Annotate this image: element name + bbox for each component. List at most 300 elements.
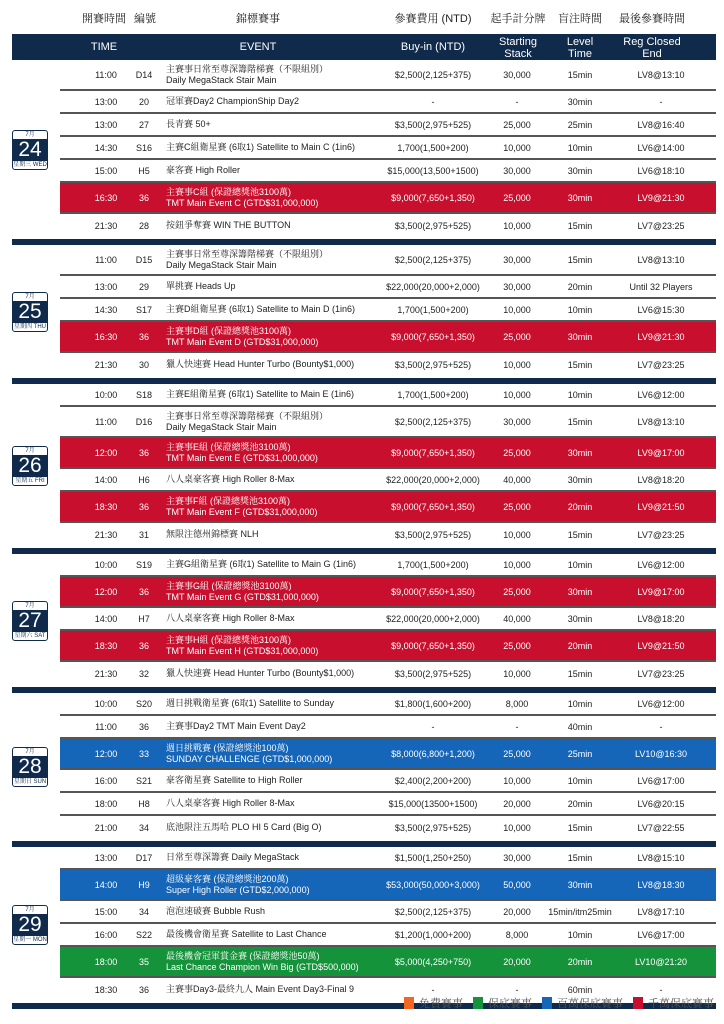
event-title: 單挑賽 Heads Up xyxy=(166,281,236,291)
event-title: 主賽事日常至尊深籌階梯賽（不限組別） xyxy=(166,63,329,74)
cell-time: 14:30 xyxy=(94,304,118,315)
cell-event xyxy=(166,721,306,732)
cell-stack: 25,000 xyxy=(503,331,531,342)
date-badge xyxy=(12,130,48,170)
cell-reg: LV6@12:00 xyxy=(637,559,685,570)
cell-level: 10min xyxy=(567,929,593,940)
cell-code: H5 xyxy=(138,165,150,176)
cell-time: 16:30 xyxy=(94,331,118,342)
badge-day: 27 xyxy=(13,610,47,632)
legend-swatch xyxy=(542,997,552,1009)
day-section-26 xyxy=(12,384,716,554)
cell-event xyxy=(166,474,295,485)
event-subtitle: TMT Main Event C (GTD$31,000,000) xyxy=(166,197,319,208)
table-row[interactable] xyxy=(60,469,716,492)
cell-buyin: $53,000(50,000+3,000) xyxy=(386,879,480,890)
cell-code: 36 xyxy=(138,586,149,597)
legend-swatch xyxy=(633,997,643,1009)
event-title: 最後機會衛星賽 Satellite to Last Chance xyxy=(166,929,327,939)
badge-weekday: 星期五 FRI xyxy=(15,478,45,484)
cell-code: 20 xyxy=(138,96,149,107)
event-title: 按鈕爭奪賽 WIN THE BUTTON xyxy=(166,220,291,230)
cell-stack: 30,000 xyxy=(503,254,531,265)
cell-code: 36 xyxy=(138,331,149,342)
cell-code: 35 xyxy=(138,956,149,967)
cell-event xyxy=(166,775,303,786)
table-row[interactable] xyxy=(60,716,716,739)
day-section-25 xyxy=(12,245,716,384)
date-badge xyxy=(12,905,48,945)
header-code-zh: 編號 xyxy=(134,13,156,25)
day-section-28 xyxy=(12,693,716,847)
event-title: 主賽D組衛星賽 (6取1) Satellite to Main D (1in6) xyxy=(166,304,356,314)
cell-stack: 40,000 xyxy=(503,613,531,624)
event-title: 主賽事Day3-最終九人 Main Event Day3-Final 9 xyxy=(166,984,355,994)
cell-stack: 50,000 xyxy=(503,879,531,890)
cell-code: 36 xyxy=(138,640,149,651)
day-section-27 xyxy=(12,554,716,693)
cell-reg: LV9@17:00 xyxy=(637,586,685,597)
table-row[interactable] xyxy=(60,693,716,716)
cell-buyin: $2,500(2,125+375) xyxy=(394,254,472,265)
table-row[interactable] xyxy=(60,299,716,322)
cell-time: 16:30 xyxy=(94,192,118,203)
badge-weekday: 星期四 THU xyxy=(14,323,46,330)
cell-stack: 20,000 xyxy=(503,906,531,917)
event-subtitle: TMT Main Event H (GTD$31,000,000) xyxy=(166,645,319,656)
table-row[interactable] xyxy=(60,793,716,816)
header-buyin-zh: 參賽費用 (NTD) xyxy=(394,13,472,25)
event-title: 獵人快速賽 Head Hunter Turbo (Bounty$1,000) xyxy=(166,668,355,678)
event-title: 八人桌豪客賽 High Roller 8-Max xyxy=(166,613,295,623)
event-title: 主賽事日常至尊深籌階梯賽（不限組別） xyxy=(166,248,329,259)
cell-time: 16:00 xyxy=(94,929,118,940)
event-subtitle: TMT Main Event D (GTD$31,000,000) xyxy=(166,336,319,347)
cell-buyin: $9,000(7,650+1,350) xyxy=(391,192,475,203)
table-row[interactable] xyxy=(60,631,716,662)
table-row[interactable] xyxy=(60,577,716,608)
cell-stack: 25,000 xyxy=(503,119,531,130)
cell-buyin: $15,000(13,500+1500) xyxy=(387,165,479,176)
cell-level: 25min xyxy=(567,119,593,130)
cell-reg: LV8@15:10 xyxy=(637,852,685,863)
cell-buyin: 1,700(1,500+200) xyxy=(397,389,469,400)
header-buyin-en: Buy-in (NTD) xyxy=(400,41,466,53)
cell-buyin: $9,000(7,650+1,350) xyxy=(391,640,475,651)
cell-level: 30min xyxy=(567,474,593,485)
header-reg-zh: 最後參賽時間 xyxy=(619,13,685,25)
event-subtitle: TMT Main Event E (GTD$31,000,000) xyxy=(166,452,318,463)
cell-buyin: 1,700(1,500+200) xyxy=(397,559,469,570)
cell-buyin: - xyxy=(431,96,435,107)
table-row[interactable] xyxy=(60,662,716,685)
legend-swatch xyxy=(473,997,483,1009)
cell-stack: - xyxy=(515,984,519,995)
cell-time: 14:30 xyxy=(94,142,118,153)
cell-stack: 10,000 xyxy=(503,359,531,370)
cell-time: 18:00 xyxy=(94,798,118,809)
cell-buyin: - xyxy=(431,984,435,995)
table-row[interactable] xyxy=(60,770,716,793)
cell-code: 34 xyxy=(138,822,149,833)
cell-level: 15min xyxy=(567,220,593,231)
cell-buyin: $15,000(13500+1500) xyxy=(388,798,478,809)
cell-time: 15:00 xyxy=(94,906,118,917)
badge-day: 28 xyxy=(13,756,47,778)
badge-weekday: 星期日 SUN xyxy=(13,779,47,785)
cell-event xyxy=(166,96,299,107)
cell-time: 14:00 xyxy=(94,613,118,624)
badge-day: 29 xyxy=(13,914,47,936)
cell-event xyxy=(166,220,291,231)
day-section-24 xyxy=(12,60,716,245)
cell-event xyxy=(166,743,332,765)
cell-stack: 8,000 xyxy=(505,698,529,709)
cell-stack: 30,000 xyxy=(503,416,531,427)
cell-stack: 30,000 xyxy=(503,281,531,292)
cell-time: 13:00 xyxy=(94,96,118,107)
legend-item xyxy=(404,995,463,1011)
cell-event xyxy=(166,951,359,973)
event-title: 最後機會冠軍賞金賽 (保證總獎池50萬) xyxy=(166,950,320,961)
cell-buyin: $9,000(7,650+1,350) xyxy=(391,586,475,597)
badge-month: 7月 xyxy=(25,293,35,300)
table-row[interactable] xyxy=(60,739,716,770)
badge-day: 26 xyxy=(13,455,47,477)
cell-level: 15min xyxy=(567,254,593,265)
cell-time: 13:00 xyxy=(94,281,118,292)
table-row[interactable] xyxy=(60,245,716,276)
event-title: 底池限注五馬哈 PLO HI 5 Card (Big O) xyxy=(166,822,322,832)
cell-time: 18:30 xyxy=(94,984,118,995)
event-subtitle: Daily MegaStack Stair Main xyxy=(166,74,277,85)
cell-buyin: $1,800(1,600+200) xyxy=(394,698,472,709)
cell-time: 21:00 xyxy=(94,822,118,833)
cell-level: 15min xyxy=(567,359,593,370)
cell-stack: 10,000 xyxy=(503,668,531,679)
cell-level: 15min xyxy=(567,822,593,833)
table-row[interactable] xyxy=(60,183,716,214)
cell-reg: LV6@12:00 xyxy=(637,389,685,400)
badge-weekday: 星期三 WED xyxy=(13,161,47,168)
cell-code: S20 xyxy=(135,698,152,709)
cell-event xyxy=(166,411,328,433)
table-row[interactable] xyxy=(60,60,716,91)
cell-code: H9 xyxy=(138,879,150,890)
cell-level: 30min xyxy=(567,879,593,890)
table-row[interactable] xyxy=(60,947,716,978)
cell-code: S18 xyxy=(135,389,152,400)
table-row[interactable] xyxy=(60,214,716,237)
cell-buyin: $3,500(2,975+525) xyxy=(394,359,472,370)
event-title: 主賽事G組 (保證總獎池3100萬) xyxy=(166,580,292,591)
cell-reg: LV7@23:25 xyxy=(637,220,685,231)
cell-level: 20min xyxy=(567,281,593,292)
cell-event xyxy=(166,613,295,624)
cell-reg: LV6@15:30 xyxy=(637,304,685,315)
table-row[interactable] xyxy=(60,91,716,114)
cell-event xyxy=(166,359,354,370)
cell-code: S21 xyxy=(135,775,152,786)
cell-buyin: $2,500(2,125+375) xyxy=(394,69,472,80)
cell-event xyxy=(166,559,356,570)
cell-code: 34 xyxy=(138,906,149,917)
table-row[interactable] xyxy=(60,407,716,438)
cell-reg: LV9@21:50 xyxy=(637,640,685,651)
cell-reg: LV6@17:00 xyxy=(637,929,685,940)
cell-time: 18:30 xyxy=(94,640,118,651)
cell-time: 14:00 xyxy=(94,879,118,890)
cell-buyin: $5,000(4,250+750) xyxy=(394,956,472,967)
cell-stack: 10,000 xyxy=(503,559,531,570)
cell-reg: LV7@23:25 xyxy=(637,359,685,370)
header-reg-en: Reg Closed End xyxy=(623,36,681,60)
cell-time: 13:00 xyxy=(94,119,118,130)
cell-time: 11:00 xyxy=(95,254,117,265)
table-row[interactable] xyxy=(60,137,716,160)
cell-event xyxy=(166,326,318,348)
table-row[interactable] xyxy=(60,816,716,839)
table-row[interactable] xyxy=(60,924,716,947)
badge-month: 7月 xyxy=(25,131,35,138)
cell-time: 11:00 xyxy=(95,69,117,80)
table-row[interactable] xyxy=(60,160,716,183)
cell-reg: LV8@18:20 xyxy=(637,613,685,624)
event-title: 八人桌豪客賽 High Roller 8-Max xyxy=(166,474,295,484)
table-row[interactable] xyxy=(60,353,716,376)
cell-time: 12:00 xyxy=(94,447,118,458)
cell-level: 30min xyxy=(567,447,593,458)
cell-code: 29 xyxy=(138,281,149,292)
cell-buyin: $22,000(20,000+2,000) xyxy=(386,281,480,292)
cell-event xyxy=(166,698,334,709)
legend-label: 百萬保底賽事 xyxy=(557,998,623,1010)
header-level-zh: 盲注時間 xyxy=(558,13,602,25)
event-title: 主賽事D組 (保證總獎池3100萬) xyxy=(166,325,292,336)
cell-reg: LV8@17:10 xyxy=(637,906,685,917)
cell-level: 15min/itm25min xyxy=(548,906,612,917)
cell-level: 15min xyxy=(567,416,593,427)
cell-time: 21:30 xyxy=(94,668,118,679)
cell-level: 15min xyxy=(567,668,593,679)
event-title: 長青賽 50+ xyxy=(166,119,211,129)
cell-stack: - xyxy=(515,721,519,732)
cell-time: 13:00 xyxy=(94,852,118,863)
cell-event xyxy=(166,529,259,540)
cell-level: 30min xyxy=(567,192,593,203)
cell-reg: LV8@18:30 xyxy=(637,879,685,890)
cell-time: 12:00 xyxy=(94,748,118,759)
cell-event xyxy=(166,984,354,995)
table-row[interactable] xyxy=(60,438,716,469)
event-title: 豪客賽 High Roller xyxy=(166,165,241,175)
cell-code: S17 xyxy=(135,304,152,315)
cell-level: 15min xyxy=(567,69,593,80)
cell-level: 20min xyxy=(567,956,593,967)
event-title: 超級豪客賽 (保證總獎池200萬) xyxy=(166,873,289,884)
cell-buyin: $3,500(2,975+525) xyxy=(394,220,472,231)
badge-month: 7月 xyxy=(25,749,35,755)
cell-event xyxy=(166,442,318,464)
cell-code: D17 xyxy=(135,852,153,863)
cell-event xyxy=(166,165,240,176)
cell-event xyxy=(166,281,236,292)
cell-reg: LV9@21:30 xyxy=(637,192,685,203)
table-row[interactable] xyxy=(60,322,716,353)
cell-buyin: $3,500(2,975+525) xyxy=(394,822,472,833)
cell-code: H6 xyxy=(138,474,150,485)
table-row[interactable] xyxy=(60,847,716,870)
cell-event xyxy=(166,798,295,809)
cell-reg: Until 32 Players xyxy=(629,281,693,292)
badge-month: 7月 xyxy=(25,907,35,913)
cell-time: 10:00 xyxy=(94,559,118,570)
event-title: 主賽事Day2 TMT Main Event Day2 xyxy=(166,721,306,731)
cell-reg: LV9@21:30 xyxy=(637,331,685,342)
cell-level: 15min xyxy=(567,852,593,863)
table-row[interactable] xyxy=(60,608,716,631)
cell-reg: - xyxy=(659,96,663,107)
legend-swatch xyxy=(404,997,414,1009)
cell-reg: LV6@14:00 xyxy=(637,142,685,153)
cell-level: 10min xyxy=(567,142,593,153)
cell-buyin: 1,700(1,500+200) xyxy=(397,304,469,315)
cell-stack: 10,000 xyxy=(503,142,531,153)
cell-level: 20min xyxy=(567,798,593,809)
cell-buyin: $1,500(1,250+250) xyxy=(394,852,472,863)
event-title: 主賽C組衛星賽 (6取1) Satellite to Main C (1in6) xyxy=(166,142,356,152)
event-title: 主賽事E組 (保證總獎池3100萬) xyxy=(166,441,291,452)
legend xyxy=(404,995,714,1011)
cell-buyin: $3,500(2,975+525) xyxy=(394,668,472,679)
cell-level: 30min xyxy=(567,165,593,176)
table-row[interactable] xyxy=(60,276,716,299)
date-badge xyxy=(12,292,48,332)
header-stack-en: Starting Stack xyxy=(499,36,537,60)
cell-level: 30min xyxy=(567,613,593,624)
event-subtitle: Daily MegaStack Stair Main xyxy=(166,421,277,432)
header-event-zh: 錦標賽事 xyxy=(236,13,280,25)
cell-code: 36 xyxy=(138,984,149,995)
legend-label: 免費賽事 xyxy=(419,998,463,1010)
event-subtitle: SUNDAY CHALLENGE (GTD$1,000,000) xyxy=(166,753,333,764)
cell-event xyxy=(166,304,355,315)
cell-stack: 8,000 xyxy=(505,929,529,940)
cell-level: 15min xyxy=(567,529,593,540)
badge-day: 25 xyxy=(13,301,47,323)
cell-stack: 10,000 xyxy=(503,822,531,833)
cell-time: 11:00 xyxy=(95,416,117,427)
cell-buyin: $9,000(7,650+1,350) xyxy=(391,501,475,512)
cell-event xyxy=(166,142,355,153)
cell-stack: 10,000 xyxy=(503,220,531,231)
cell-event xyxy=(166,635,318,657)
cell-event xyxy=(166,906,265,917)
cell-buyin: $1,200(1,000+200) xyxy=(394,929,472,940)
cell-stack: 10,000 xyxy=(503,389,531,400)
header-event-en: EVENT xyxy=(239,41,277,53)
cell-reg: LV9@21:50 xyxy=(637,501,685,512)
event-title: 主賽事F組 (保證總獎池3100萬) xyxy=(166,495,291,506)
table-row[interactable] xyxy=(60,901,716,924)
cell-level: 20min xyxy=(567,640,593,651)
cell-time: 15:00 xyxy=(94,165,118,176)
table-row[interactable] xyxy=(60,523,716,546)
event-title: 主賽G組衛星賽 (6取1) Satellite to Main G (1in6) xyxy=(166,559,357,569)
cell-code: S16 xyxy=(135,142,152,153)
day-section-29 xyxy=(12,847,716,1009)
cell-time: 18:30 xyxy=(94,501,118,512)
table-row[interactable] xyxy=(60,384,716,407)
header-time-zh: 開賽時間 xyxy=(82,13,126,25)
event-subtitle: Super High Roller (GTD$2,000,000) xyxy=(166,884,310,895)
cell-buyin: $3,500(2,975+525) xyxy=(394,119,472,130)
cell-code: 30 xyxy=(138,359,149,370)
table-row[interactable] xyxy=(60,554,716,577)
badge-weekday: 星期六 SAT xyxy=(14,632,46,639)
cell-reg: LV6@12:00 xyxy=(637,698,685,709)
cell-code: S22 xyxy=(135,929,152,940)
cell-event xyxy=(166,119,211,130)
cell-time: 12:00 xyxy=(94,586,118,597)
cell-time: 21:30 xyxy=(94,359,118,370)
table-row[interactable] xyxy=(60,492,716,523)
event-title: 泡泡速破賽 Bubble Rush xyxy=(166,906,266,916)
event-title: 無限注德州錦標賽 NLH xyxy=(166,529,259,539)
cell-code: 27 xyxy=(138,119,149,130)
cell-buyin: $22,000(20,000+2,000) xyxy=(386,474,480,485)
table-row[interactable] xyxy=(60,114,716,137)
cell-code: D16 xyxy=(135,416,153,427)
cell-event xyxy=(166,249,328,271)
event-title: 週日挑戰賽 (保證總獎池100萬) xyxy=(166,742,289,753)
cell-buyin: $3,500(2,975+525) xyxy=(394,529,472,540)
cell-event xyxy=(166,581,319,603)
cell-event xyxy=(166,64,328,86)
event-title: 冠軍賽Day2 ChampionShip Day2 xyxy=(166,96,300,106)
table-row[interactable] xyxy=(60,870,716,901)
legend-item xyxy=(542,995,623,1011)
cell-event xyxy=(166,852,299,863)
cell-reg: LV8@18:20 xyxy=(637,474,685,485)
cell-reg: - xyxy=(659,721,663,732)
cell-stack: 30,000 xyxy=(503,165,531,176)
cell-time: 21:30 xyxy=(94,529,118,540)
cell-buyin: $8,000(6,800+1,200) xyxy=(391,748,475,759)
event-title: 週日挑戰衛星賽 (6取1) Satellite to Sunday xyxy=(166,698,335,708)
event-title: 主賽E組衛星賽 (6取1) Satellite to Main E (1in6) xyxy=(166,389,355,399)
event-subtitle: TMT Main Event G (GTD$31,000,000) xyxy=(166,591,319,602)
cell-reg: LV8@13:10 xyxy=(637,69,685,80)
cell-code: 32 xyxy=(138,668,149,679)
cell-stack: 25,000 xyxy=(503,640,531,651)
header-stack-zh: 起手計分牌 xyxy=(490,13,546,25)
badge-month: 7月 xyxy=(25,448,35,454)
cell-event xyxy=(166,822,322,833)
event-title: 主賽事日常至尊深籌階梯賽（不限組別） xyxy=(166,410,329,421)
cell-level: 10min xyxy=(567,389,593,400)
cell-reg: LV6@18:10 xyxy=(637,165,685,176)
cell-buyin: $9,000(7,650+1,350) xyxy=(391,331,475,342)
legend-label: 保底賽事 xyxy=(488,998,532,1010)
badge-month: 7月 xyxy=(25,602,35,609)
cell-buyin: $2,400(2,200+200) xyxy=(394,775,472,786)
cell-reg: LV6@20:15 xyxy=(637,798,685,809)
cell-code: 36 xyxy=(138,447,149,458)
badge-weekday: 星期一 MON xyxy=(13,937,47,943)
event-title: 主賽事C組 (保證總獎池3100萬) xyxy=(166,186,292,197)
cell-reg: LV7@22:55 xyxy=(637,822,685,833)
